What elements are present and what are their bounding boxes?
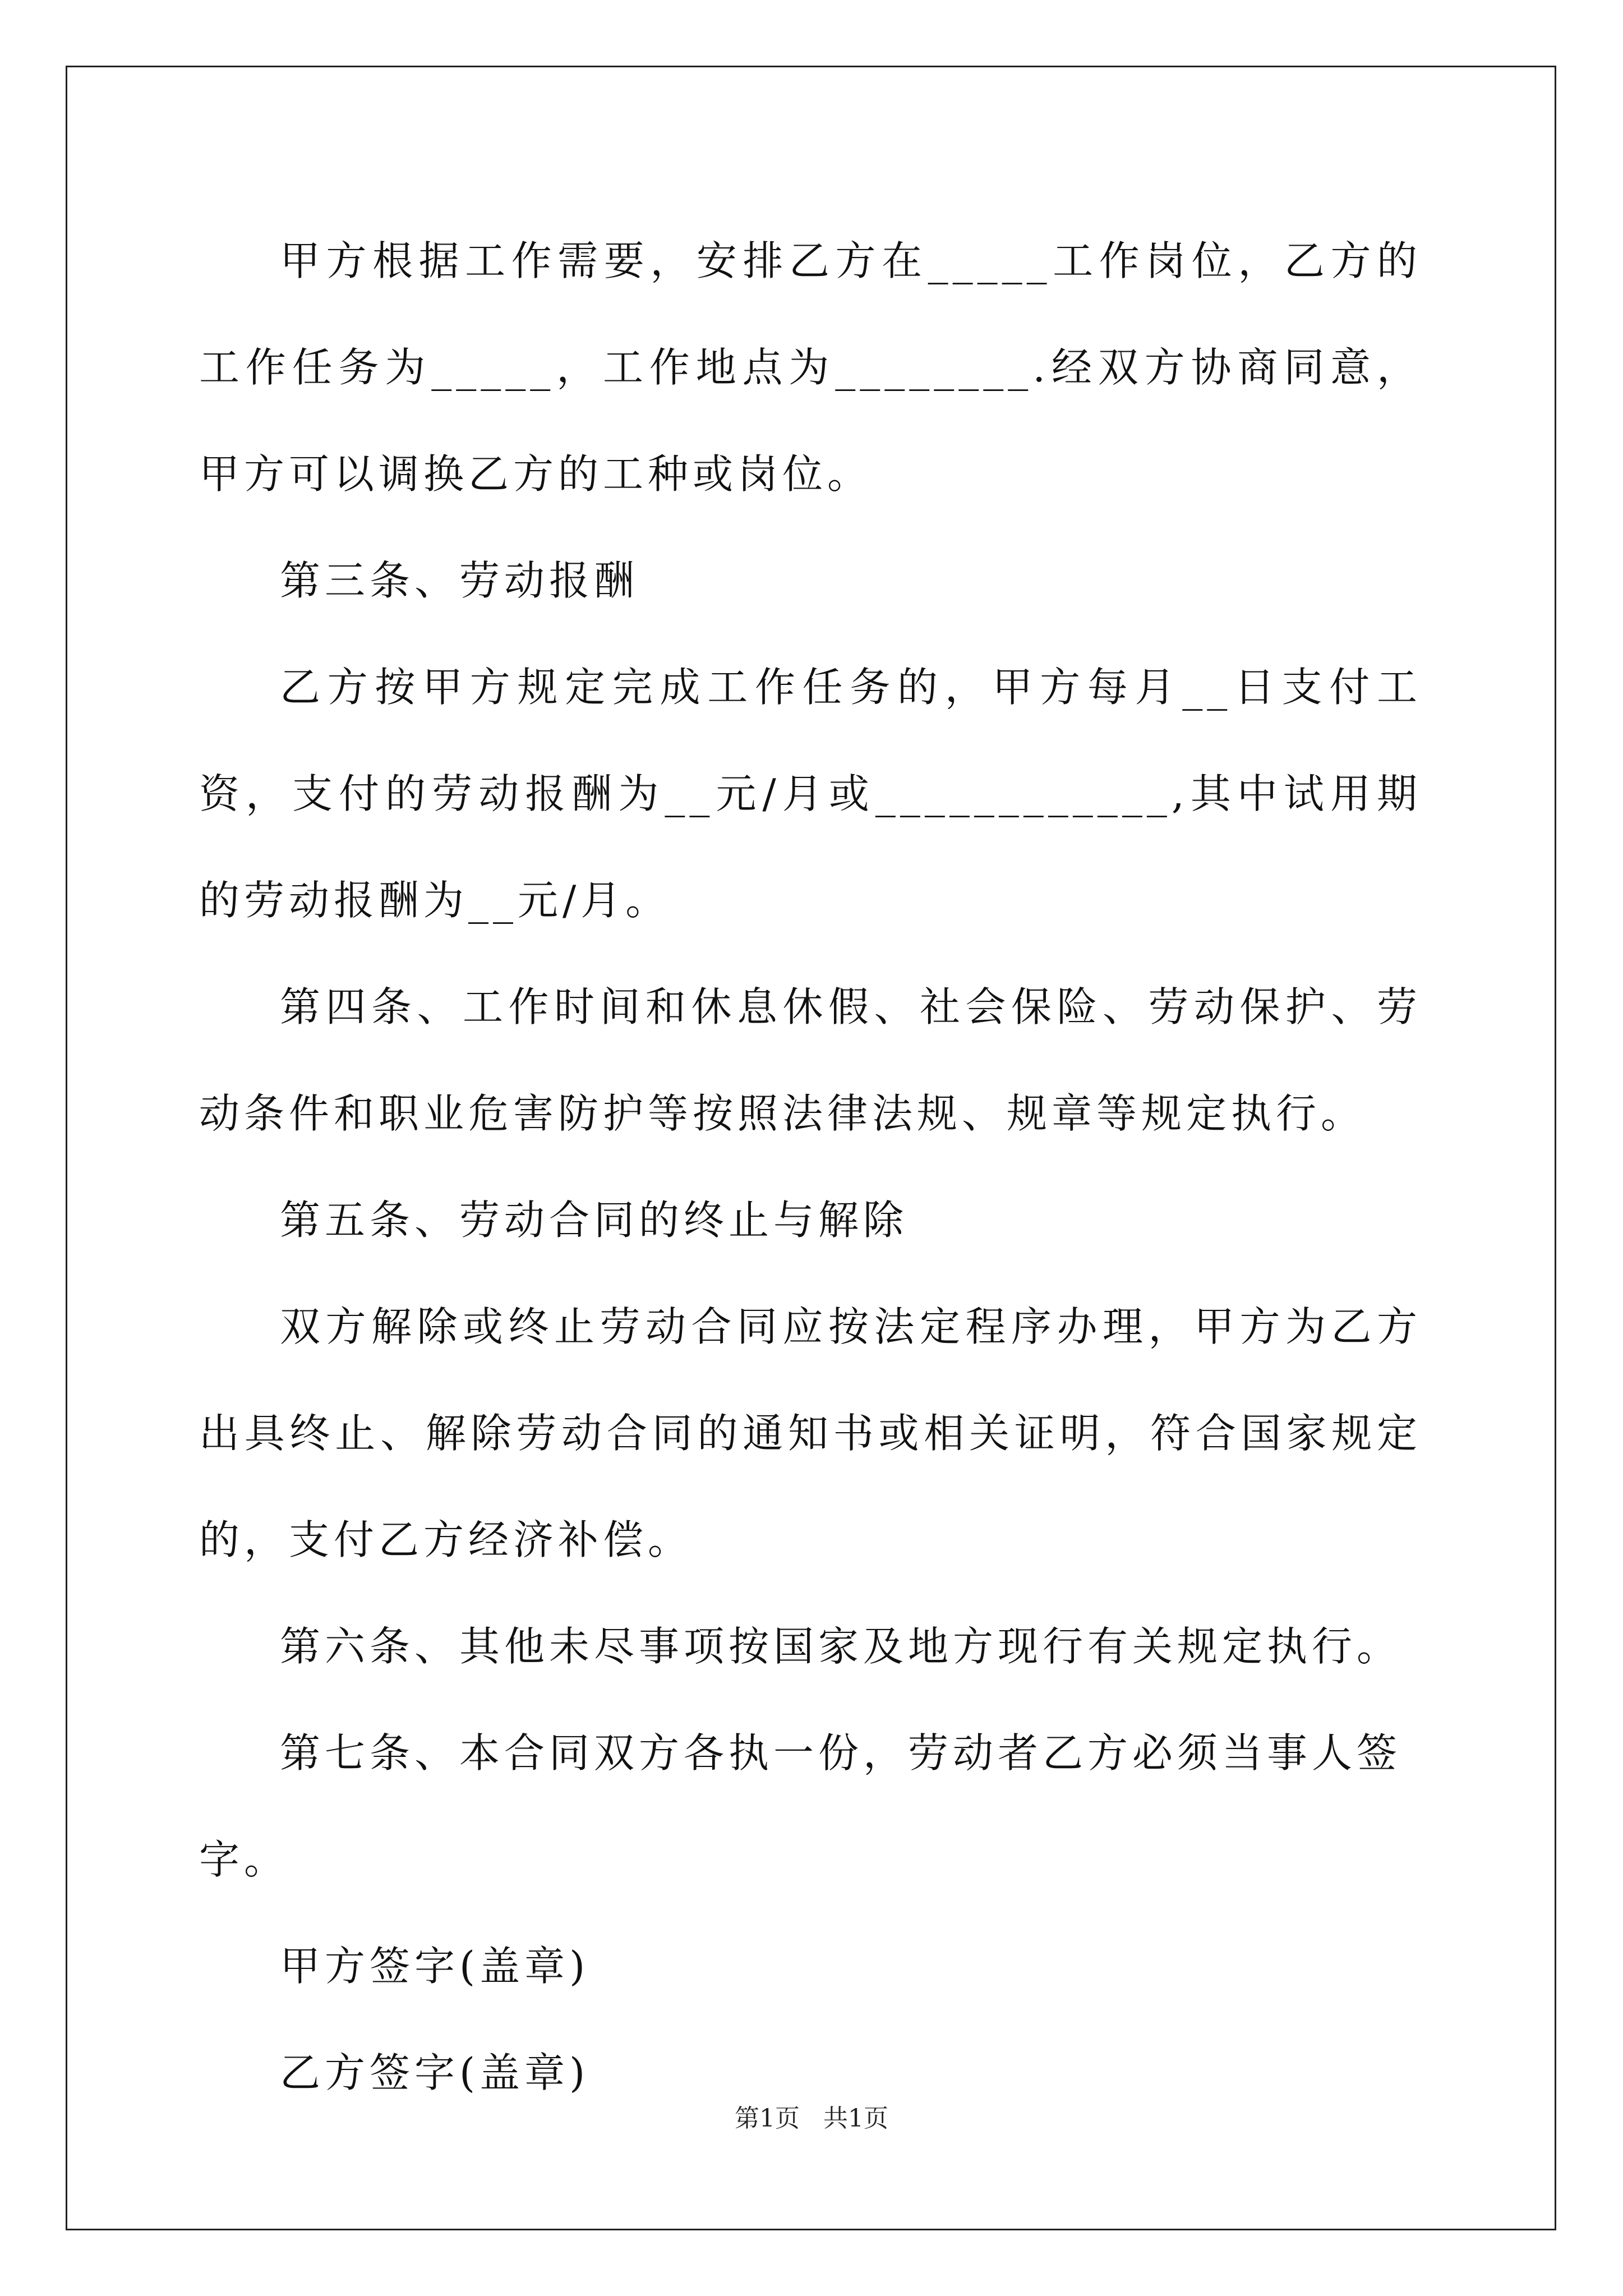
page-footer: 第1页 共1页 [735,2104,888,2133]
party-a-signature-line: 甲方签字(盖章) [280,1943,590,1990]
article-5-title: 第五条、劳动合同的终止与解除 [280,1197,909,1244]
document-body [199,208,1422,2126]
paragraph-assignment: 甲方根据工作需要，安排乙方在_____工作岗位，乙方的工作任务为_____，工作地点为________.经双方协商同意，甲方可以调换乙方的工种或岗位。 [199,237,1422,498]
article-3-title: 第三条、劳动报酬 [280,557,639,604]
paragraph-article-7: 第七条、本合同双方各执一份，劳动者乙方必须当事人签字。 [199,1729,1402,1883]
party-b-signature-line: 乙方签字(盖章) [280,2049,590,2096]
paragraph-article-3-body: 乙方按甲方规定完成工作任务的，甲方每月__日支付工资，支付的劳动报酬为__元/月或____________,其中试用期的劳动报酬为__元/月。 [199,664,1422,924]
paragraph-article-4: 第四条、工作时间和休息休假、社会保险、劳动保护、劳动条件和职业危害防护等按照法律法规、规章等规定执行。 [199,983,1422,1137]
paragraph-article-6: 第六条、其他未尽事项按国家及地方现行有关规定执行。 [280,1623,1402,1670]
paragraph-article-5-body: 双方解除或终止劳动合同应按法定程序办理，甲方为乙方出具终止、解除劳动合同的通知书或相关证明，符合国家规定的，支付乙方经济补偿。 [199,1303,1422,1563]
